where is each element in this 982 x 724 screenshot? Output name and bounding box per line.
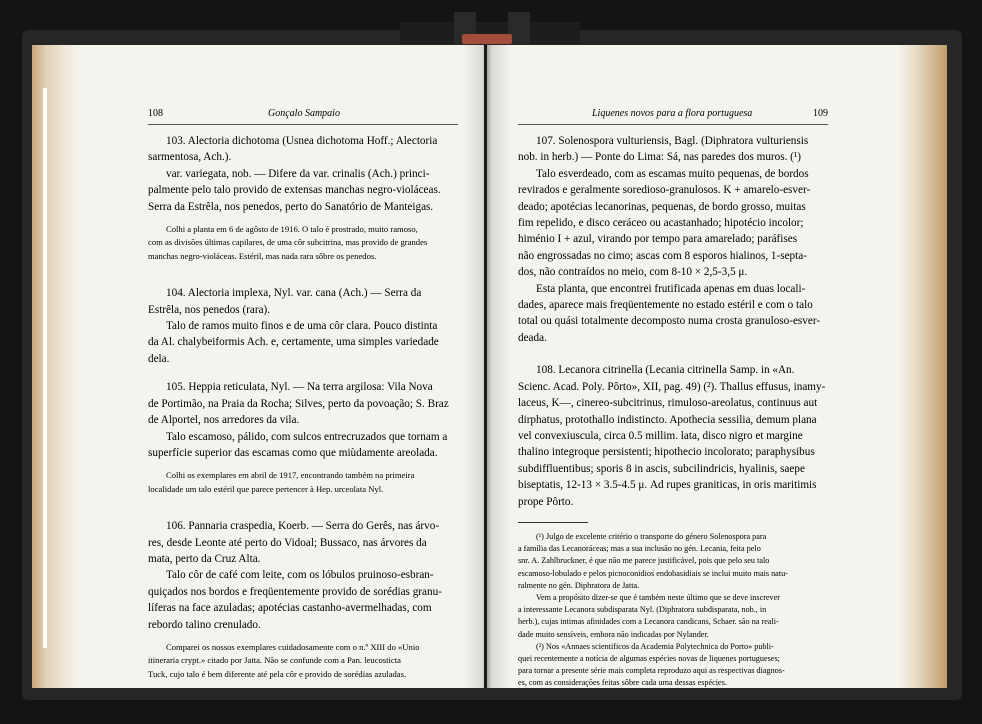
entry-line: Talo côr de café com leite, com os lóbulos pruinoso-esbran-	[166, 569, 434, 582]
page-number: 108	[148, 108, 163, 119]
entry-line: fim repelido, e disco ceráceo ou acastanhado; hipotécio incolor;	[518, 217, 804, 230]
entry-line: thalino integroque persistenti; hipothecio incolorato; paraphysibus	[518, 446, 815, 459]
entry-line: dirphatus, protothallo indistincto. Apothecia sessilia, demum plana	[518, 413, 817, 426]
left-page-text	[148, 108, 458, 691]
entry-107	[518, 133, 828, 346]
footnote-line: Vem a propósito dizer-se que é também neste último que se deve inscrever	[536, 592, 781, 602]
note-103	[148, 223, 458, 263]
footnote-line: es, com as considerações feitas sôbre cada uma dessas espécies.	[518, 678, 727, 688]
entry-line: himénio I + azul, virando por tempo para amarelado; paráfises	[518, 233, 798, 246]
note-line: Colhi os exemplares em abril de 1917, encontrando também na primeira	[166, 470, 415, 481]
running-head: Liquenes novos para a flora portuguesa	[592, 108, 753, 119]
entry-line: Estrêla, nos penedos (rara).	[148, 303, 271, 316]
note-105	[148, 469, 458, 496]
entry-line: Talo escamoso, pálido, com sulcos entrecruzados que tornam a	[166, 430, 448, 443]
entry-line: dela.	[148, 352, 170, 365]
left-running-header	[148, 108, 458, 125]
note-line: manchas negro-violáceas. Estéril, mas nada rara sôbre os penedos.	[148, 250, 377, 261]
entry-line: Esta planta, que encontrei frutificada apenas em duas locali-	[536, 282, 806, 295]
footnote-line: snr. A. Zahlbruckner, é que não me parece justificável, pois que pelo seu talo	[518, 556, 770, 566]
entry-line: não engrossadas no cimo; ascas com 8 esporos hialinos, 1-septa-	[518, 249, 807, 262]
entry-line: laceus, K—, cinereo-subcitrinus, rimuloso-areolatus, continuus aut	[518, 397, 818, 410]
entry-108	[518, 362, 828, 510]
footnote-line: (²) Nos «Annaes scientificos da Academia Polytechnica do Porto» publi-	[536, 641, 774, 651]
note-106	[148, 641, 458, 681]
note-line: Tuck, cujo talo é bem diferente até pela côr e provido de sorédias azuladas.	[148, 668, 407, 679]
entry-line: vel convexiuscula, circa 0.5 millim. lata, disco nigro et margine	[518, 429, 803, 442]
entry-line: dades, aparece mais freqüentemente no estado estéril e com o talo	[518, 299, 813, 312]
footnote-line: (¹) Julgo de excelente critério o transporte do género Solenospora para	[536, 531, 767, 541]
entry-line: sarmentosa, Ach.).	[148, 151, 232, 164]
entry-line: rebordo talino crenulado.	[148, 618, 261, 631]
footnote-rule	[518, 522, 588, 523]
entry-106	[148, 518, 458, 633]
entry-line: biseptatis, 12-13 × 3.5-4.5 μ. Ad rupes graniticas, in oris maritimis	[518, 479, 817, 492]
right-running-header	[518, 108, 828, 125]
note-line: localidade um talo estéril que parece pertencer à Hep. urceolata Nyl.	[148, 483, 384, 494]
entry-line: deado; apotécias lecanorinas, pequenas, de bordo grosso, muitas	[518, 200, 806, 213]
headband	[462, 34, 512, 44]
paper-strip	[43, 88, 47, 648]
entry-line: mata, perto da Cruz Alta.	[148, 552, 261, 565]
entry-line: var. variegata, nob. — Difere da var. crinalis (Ach.) princi-	[166, 167, 430, 180]
entry-line: 104. Alectoria implexa, Nyl. var. cana (Ach.) — Serra da	[166, 287, 422, 300]
note-line: Comparei os nossos exemplares cuidadosamente com o n.º XIII do «Unio	[166, 641, 420, 652]
entry-104	[148, 285, 458, 367]
entry-105	[148, 379, 458, 461]
entry-line: dos, não contraídos no meio, com 8-10 × 2,5-3,5 μ.	[518, 266, 748, 279]
entry-line: superfície superior das escamas como que miùdamente areolada.	[148, 446, 438, 459]
entry-line: 106. Pannaria craspedia, Koerb. — Serra do Gerês, nas árvo-	[166, 520, 440, 533]
entry-line: total ou quási totalmente decomposto numa crosta granuloso-esver-	[518, 315, 821, 328]
right-page-text	[518, 108, 828, 690]
entry-line: da Al. chalybeiformis Ach. e, certamente, uma simples variedade	[148, 336, 439, 349]
footnote-line: a interessante Lecanora subdisparata Nyl. (Diphratora subdisparata, nob., in	[518, 605, 767, 615]
entry-line: deada.	[518, 331, 547, 344]
entry-103	[148, 133, 458, 215]
entry-line: Scienc. Acad. Poly. Pôrto», XII, pag. 49) (²). Thallus effusus, inamy-	[518, 380, 826, 393]
entry-line: 103. Alectoria dichotoma (Usnea dichotoma Hoff.; Alectoria	[166, 135, 438, 147]
footnotes	[518, 531, 828, 690]
footnote-line: a família das Lecanoráceas; mas a sua inclusão no gén. Lecania, feita pelo	[518, 544, 761, 554]
entry-line: prope Pôrto.	[518, 495, 574, 508]
footnote-line: quei recentemente a notícia de algumas espécies novas de liquenes portugueses;	[518, 653, 780, 663]
footnote-line: para tornar a presente série mais completa reproduzo aqui as respectivas diagnos-	[518, 666, 785, 676]
entry-line: quiçados nos bordos e freqüentemente provido de sorédias granu-	[148, 585, 442, 598]
entry-line: 107. Solenospora vulturiensis, Bagl. (Diphratora vulturiensis	[536, 135, 809, 147]
entry-line: palmente pelo talo provido de extensas manchas negro-violáceas.	[148, 184, 441, 197]
entry-line: revirados e geralmente sorediosо-granulosos. K + amarelo-esver-	[518, 184, 811, 197]
note-line: Colhi a planta em 6 de agôsto de 1916. O talo é prostrado, muito ramoso,	[166, 224, 418, 235]
footnote-line: escamoso-lobulado e pelos picnoconidios endobasidiais se inclui muito mais natu-	[518, 568, 788, 578]
entry-line: de Portimão, na Praia da Rocha; Silves, perto da povoação; S. Braz	[148, 397, 449, 410]
entry-line: 105. Heppia reticulata, Nyl. — Na terra argilosa: Vila Nova	[166, 381, 433, 394]
entry-line: 108. Lecanora citrinella (Lecania citrinella Samp. in «An.	[536, 364, 795, 377]
left-page-edges	[32, 45, 80, 688]
page-number: 109	[813, 108, 828, 119]
entry-line: Talo de ramos muito finos e de uma côr clara. Pouco distinta	[166, 320, 438, 333]
entry-line: de Alportel, nos arredores da vila.	[148, 414, 300, 427]
entry-line: res, desde Leonte até perto do Vidoal; Bussaco, nas árvores da	[148, 536, 427, 549]
footnote-line: herb.), cujas intimas afinidades com a Lecanora candicans, Schaer. são na reali-	[518, 617, 779, 627]
note-line: itineraria crypt.» citado por Jatta. Não se confunde com a Pan. leucosticta	[148, 655, 401, 666]
entry-line: líferas na face azuladas; apotécias castanho-avermelhadas, com	[148, 602, 432, 615]
footnote-line: dade muito sensíveis, embora não indicadas por Nylander.	[518, 629, 709, 639]
running-head: Gonçalo Sampaio	[268, 108, 340, 119]
footnote-line: ralmente no gén. Diphratora de Jatta.	[518, 580, 640, 590]
note-line: com as divisões últimas capilares, de uma côr subcitrina, mas provido de grandes	[148, 237, 428, 248]
entry-line: subdiffluentibus; sporis 8 in ascis, subcilindricis, hyalinis, saepe	[518, 462, 805, 475]
right-page-edges	[898, 45, 947, 688]
entry-line: nob. in herb.) — Ponte do Lima: Sá, nas paredes dos muros. (¹)	[518, 151, 801, 164]
entry-line: Talo esverdeado, com as escamas muito pequenas, de bordos	[536, 167, 809, 180]
entry-line: Serra da Estrêla, nos penedos, perto do Sanatório de Manteigas.	[148, 200, 434, 213]
